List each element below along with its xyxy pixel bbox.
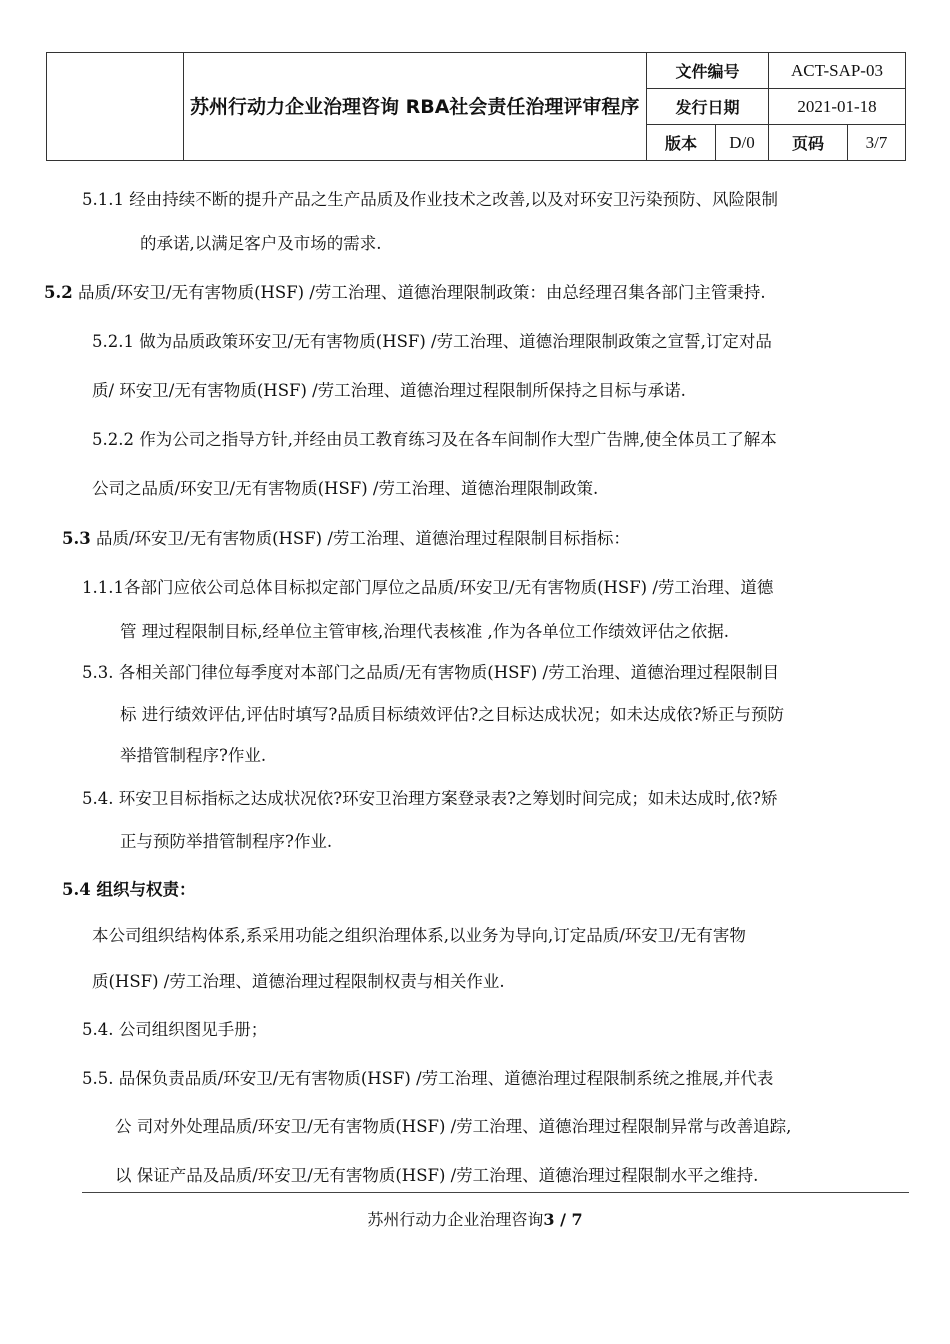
- para-1-1-1-line2: 管 理过程限制目标,经单位主管审核,治理代表核准 ,作为各单位工作绩效评估之依据.: [120, 622, 729, 641]
- section-text: 组织与权责：: [90, 880, 196, 899]
- section-text: 品质/环安卫/无有害物质(HSF) /劳工治理、道德治理限制政策：由总经理召集各部门主管秉持.: [72, 283, 766, 302]
- para-5-2-2-line1: 5.2.2 作为公司之指导方针,并经由员工教育练习及在各车间制作大型广告牌,使全体员工了解本: [92, 430, 777, 449]
- section-number: 5.4: [62, 880, 91, 899]
- doc-no-label: 文件编号: [647, 53, 769, 89]
- issue-date-value: 2021-01-18: [769, 89, 906, 125]
- version-value: D/0: [716, 125, 769, 161]
- para-org-line2: 质(HSF) /劳工治理、道德治理过程限制权责与相关作业.: [92, 972, 505, 991]
- para-org-chart: 5.4. 公司组织图见手册；: [82, 1020, 268, 1039]
- section-number: 5.2: [44, 283, 73, 302]
- version-label: 版本: [647, 125, 716, 161]
- page-label: 页码: [769, 125, 848, 161]
- doc-no-value: ACT-SAP-03: [769, 53, 906, 89]
- para-1-1-1-line1: 1.1.1各部门应依公司总体目标拟定部门厚位之品质/环安卫/无有害物质(HSF) /劳工治理、道德: [82, 578, 774, 597]
- section-5-3-heading: [62, 529, 630, 549]
- document-header-table: [46, 52, 906, 161]
- issue-date-label: 发行日期: [647, 89, 769, 125]
- para-5-4-line2: 正与预防举措管制程序?作业.: [120, 832, 333, 851]
- para-5-3-line3: 举措管制程序?作业.: [120, 746, 267, 765]
- para-5-5-line3: 以 保证产品及品质/环安卫/无有害物质(HSF) /劳工治理、道德治理过程限制水平之维持.: [115, 1166, 759, 1185]
- para-5-5-line2: 公 司对外处理品质/环安卫/无有害物质(HSF) /劳工治理、道德治理过程限制异常与改善追踪,: [115, 1117, 792, 1136]
- para-org-line1: 本公司组织结构体系,系采用功能之组织治理体系,以业务为导向,订定品质/环安卫/无有害物: [92, 926, 746, 945]
- para-5-2-2-line2: 公司之品质/环安卫/无有害物质(HSF) /劳工治理、道德治理限制政策.: [92, 479, 599, 498]
- document-title: 苏州行动力企业治理咨询 RBA社会责任治理评审程序: [184, 53, 647, 161]
- para-5-5-line1: 5.5. 品保负责品质/环安卫/无有害物质(HSF) /劳工治理、道德治理过程限制系统之推展,并代表: [82, 1069, 774, 1088]
- para-5-1-1-line1: 5.1.1 经由持续不断的提升产品之生产品质及作业技术之改善,以及对环安卫污染预防、风险限制: [82, 190, 778, 209]
- section-text: 品质/环安卫/无有害物质(HSF) /劳工治理、道德治理过程限制目标指标：: [90, 529, 630, 548]
- para-5-2-1-line1: 5.2.1 做为品质政策环安卫/无有害物质(HSF) /劳工治理、道德治理限制政策之宣誓,订定对品: [92, 332, 772, 351]
- para-5-2-1-line2: 质/ 环安卫/无有害物质(HSF) /劳工治理、道德治理过程限制所保持之目标与承诺.: [92, 381, 686, 400]
- para-5-3-line2: 标 进行绩效评估,评估时填写?品质目标绩效评估?之目标达成状况；如未达成依?矫正与预防: [120, 705, 785, 724]
- logo-cell: [47, 53, 184, 161]
- para-5-4-line1: 5.4. 环安卫目标指标之达成状况依?环安卫治理方案登录表?之筹划时间完成；如未达成时,依?矫: [82, 789, 778, 808]
- page-footer: [0, 1207, 950, 1230]
- page-value: 3/7: [848, 125, 906, 161]
- footer-company: 苏州行动力企业治理咨询: [367, 1210, 544, 1229]
- section-number: 5.3: [62, 529, 91, 548]
- section-5-2-heading: [44, 283, 766, 303]
- footer-divider: [82, 1192, 909, 1193]
- para-5-1-1-line2: 的承诺,以满足客户及市场的需求.: [140, 234, 382, 253]
- para-5-3-line1: 5.3. 各相关部门律位每季度对本部门之品质/无有害物质(HSF) /劳工治理、道德治理过程限制目: [82, 663, 780, 682]
- footer-page-number: 3 / 7: [543, 1210, 583, 1229]
- section-5-4-heading: [62, 880, 195, 900]
